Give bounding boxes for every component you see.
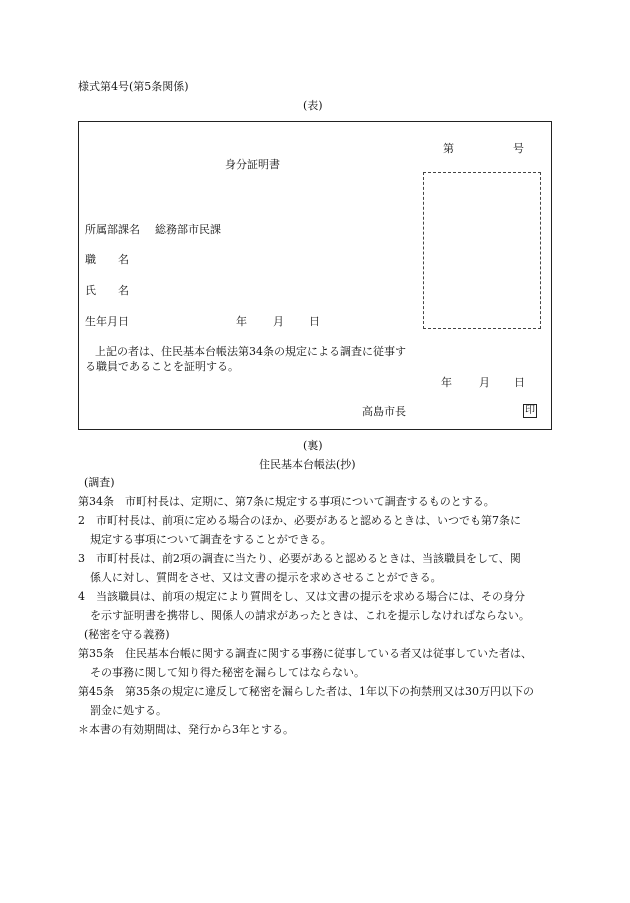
front-label: (表) bbox=[303, 99, 323, 112]
dept-label: 所属部課名 bbox=[85, 223, 140, 236]
law-article-34-3a: 3 市町村長は、前2項の調査に当たり、必要があると認めるときは、当該職員をして、関 bbox=[78, 552, 521, 565]
dept-value: 総務部市民課 bbox=[155, 223, 221, 236]
id-card-front bbox=[78, 121, 552, 430]
law-article-34: 第34条 市町村長は、定期に、第7条に規定する事項について調査するものとする。 bbox=[78, 495, 495, 508]
law-article-45a: 第45条 第35条の規定に違反して秘密を漏らした者は、1年以下の拘禁刑又は30万円以下の bbox=[78, 685, 534, 698]
law-article-45b: 罰金に処する。 bbox=[90, 704, 167, 717]
law-article-35b: その事務に関して知り得た秘密を漏らしてはならない。 bbox=[90, 666, 365, 679]
back-label: (裏) bbox=[303, 439, 323, 452]
law-heading-confidentiality: (秘密を守る義務) bbox=[84, 628, 170, 641]
law-article-34-4a: 4 当該職員は、前項の規定により質問をし、又は文書の提示を求める場合には、その身分 bbox=[78, 590, 525, 603]
position-label: 職 名 bbox=[85, 253, 129, 266]
issuer: 高島市長 bbox=[362, 405, 406, 418]
validity-note: ＊本書の有効期間は、発行から3年とする。 bbox=[78, 723, 294, 736]
law-article-34-4b: を示す証明書を携帯し、関係人の請求があったときは、これを提示しなければならない。 bbox=[90, 609, 530, 622]
card-title: 身分証明書 bbox=[225, 158, 280, 171]
birth-day: 日 bbox=[309, 315, 320, 328]
law-title: 住民基本台帳法(抄) bbox=[259, 458, 356, 471]
issue-year: 年 bbox=[441, 376, 452, 389]
issue-month: 月 bbox=[479, 376, 490, 389]
law-heading-investigation: (調査) bbox=[84, 476, 115, 489]
seal-mark: 印 bbox=[525, 405, 535, 416]
name-label: 氏 名 bbox=[85, 284, 129, 297]
statement-line-2: る職員であることを証明する。 bbox=[85, 360, 239, 373]
birth-year: 年 bbox=[236, 315, 247, 328]
card-number-prefix: 第 bbox=[443, 142, 454, 155]
card-number-suffix: 号 bbox=[513, 142, 524, 155]
issue-day: 日 bbox=[514, 376, 525, 389]
birth-month: 月 bbox=[273, 315, 284, 328]
law-article-34-2b: 規定する事項について調査をすることができる。 bbox=[90, 533, 332, 546]
birth-label: 生年月日 bbox=[85, 315, 129, 328]
photo-area bbox=[423, 172, 541, 329]
statement-line-1: 上記の者は、住民基本台帳法第34条の規定による調査に従事す bbox=[95, 345, 406, 358]
law-article-34-2a: 2 市町村長は、前項に定める場合のほか、必要があると認めるときは、いつでも第7条に bbox=[78, 514, 521, 527]
law-article-34-3b: 係人に対し、質問をさせ、又は文書の提示を求めさせることができる。 bbox=[90, 571, 442, 584]
law-article-35a: 第35条 住民基本台帳に関する調査に関する事務に従事している者又は従事していた者は、 bbox=[78, 647, 532, 660]
form-number: 様式第4号(第5条関係) bbox=[78, 80, 189, 93]
